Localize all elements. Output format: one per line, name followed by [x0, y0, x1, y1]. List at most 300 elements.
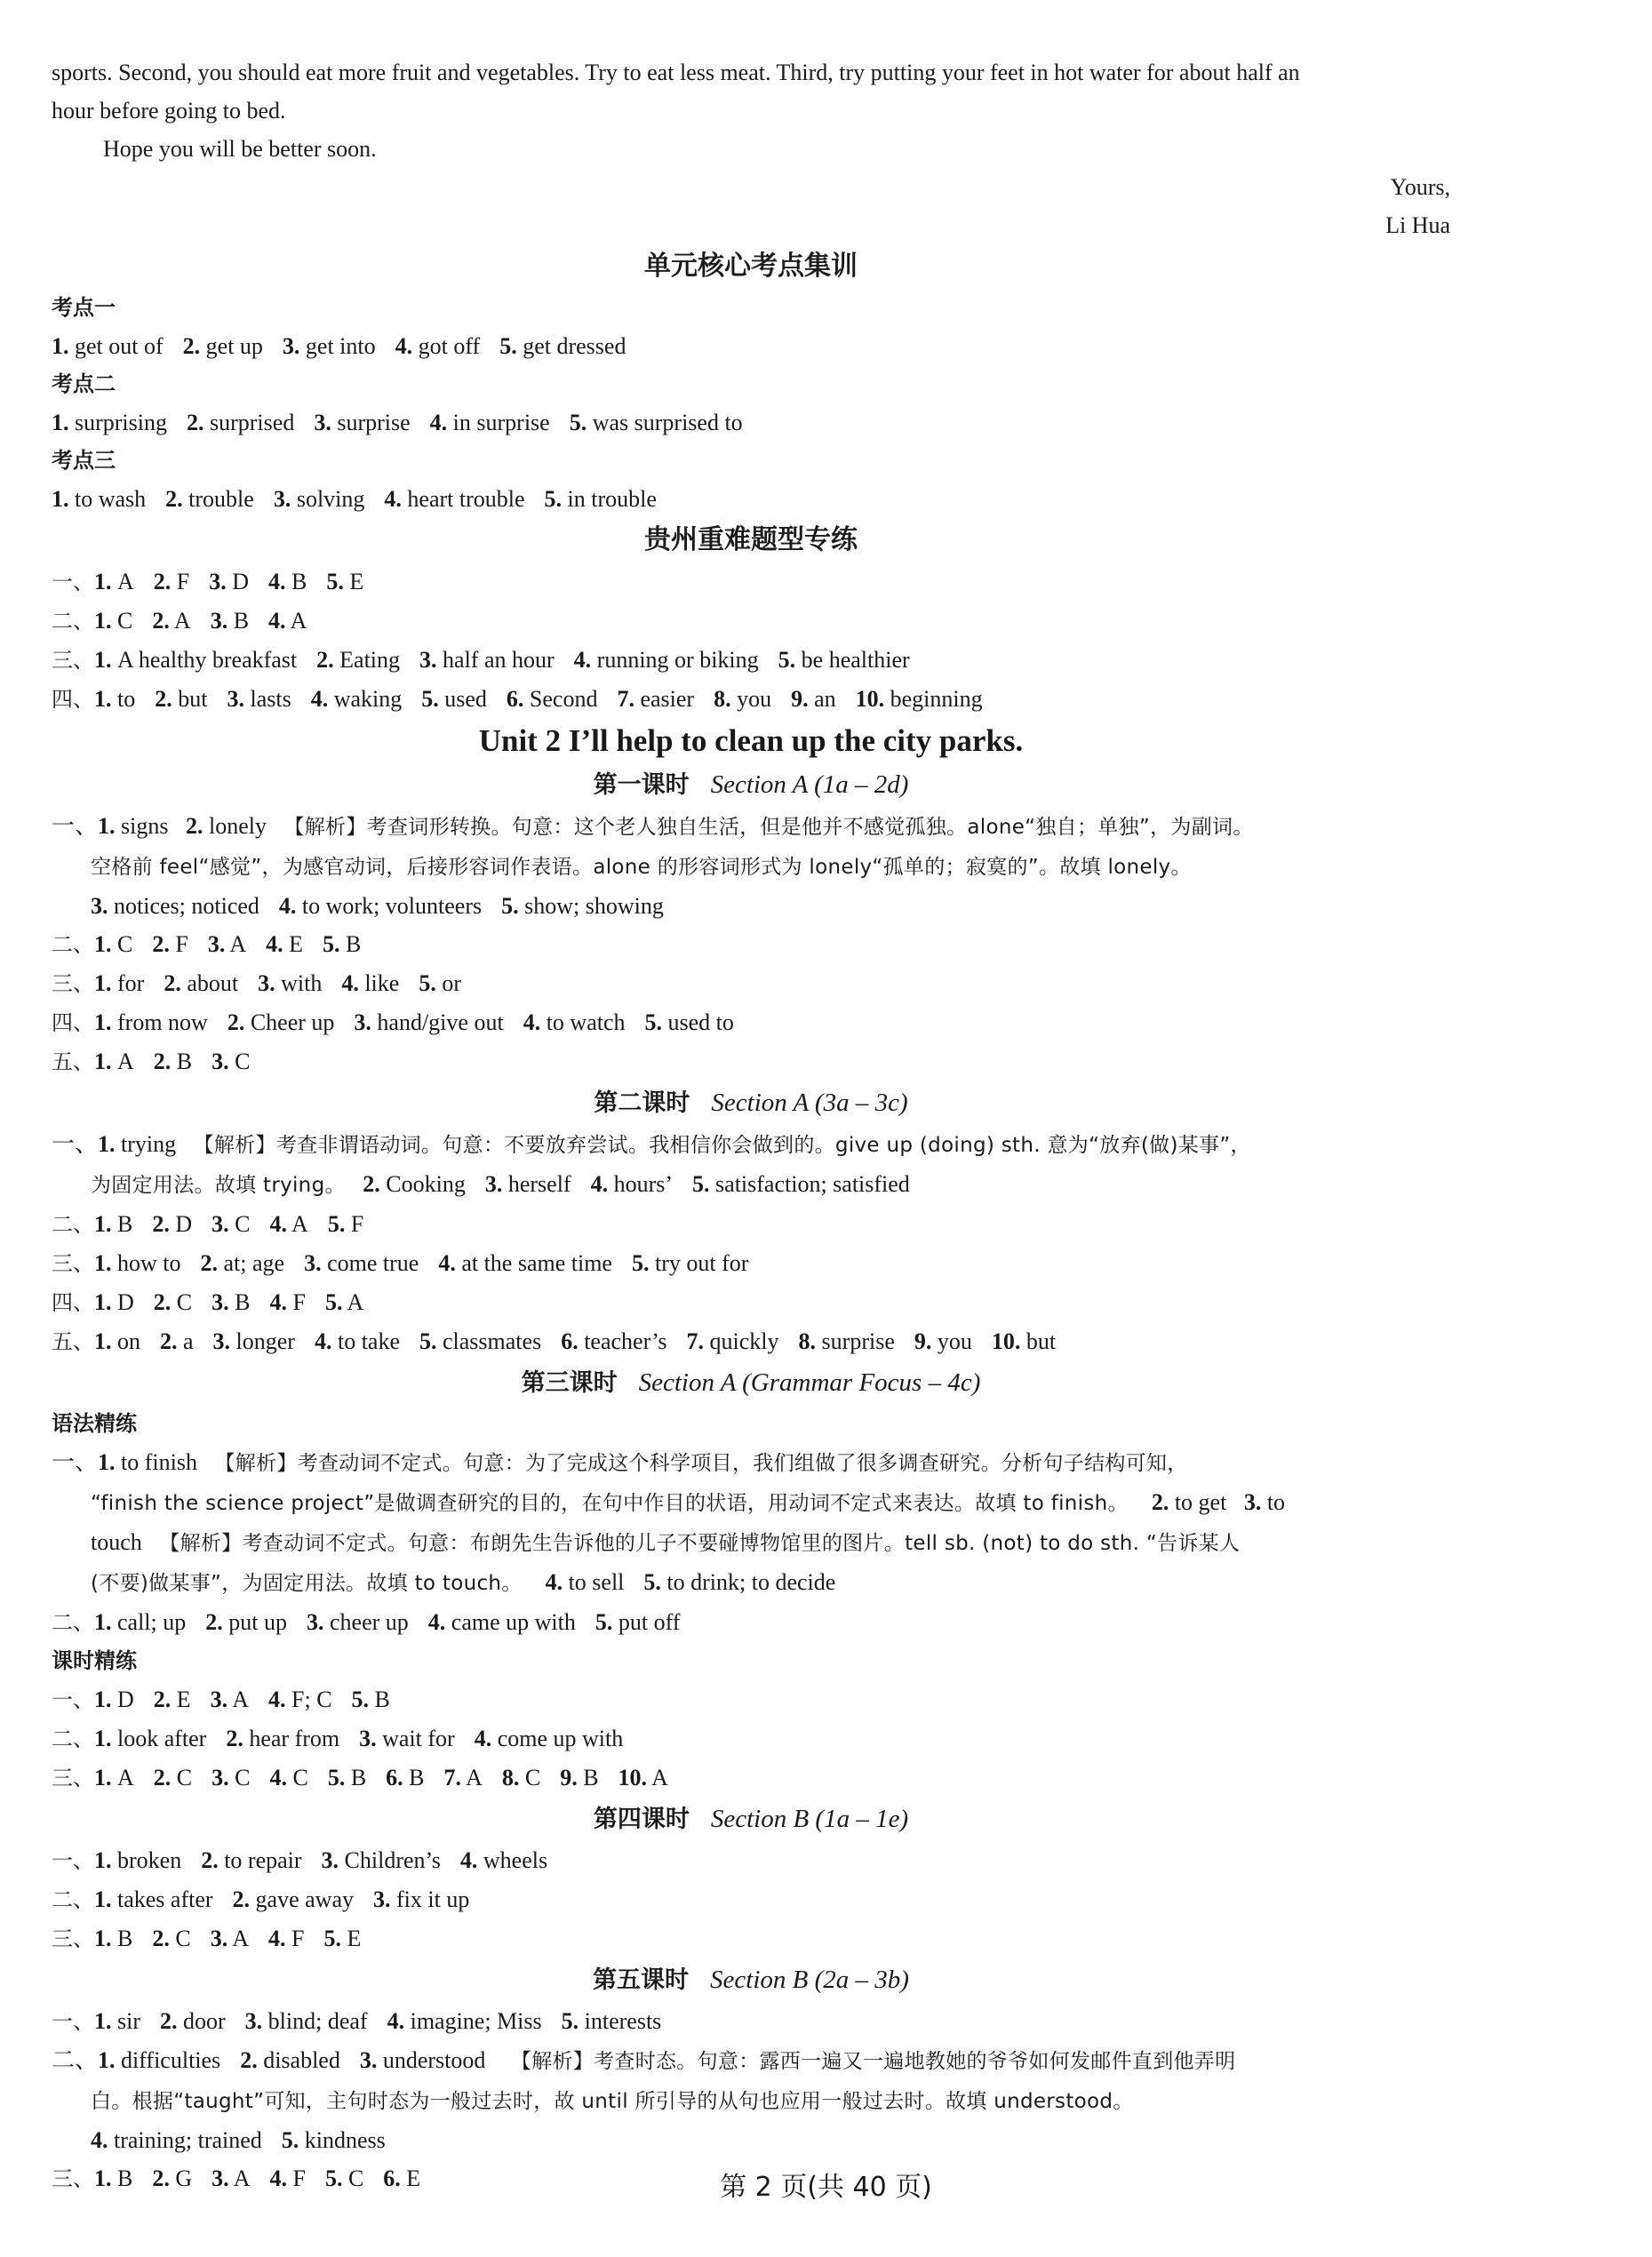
- q-num: 8.: [714, 686, 731, 712]
- answer: like: [358, 970, 400, 996]
- answer: Second: [523, 686, 598, 712]
- answer: hours’: [608, 1171, 674, 1197]
- answer-item: [395, 333, 481, 359]
- q-num: 7.: [617, 686, 634, 712]
- q-num: 5.: [419, 1328, 437, 1354]
- explanation: 白。根据“taught”可知，主句时态为一般过去时，故 until 所引导的从句也应用一般过去时。故填 understood。: [91, 2090, 1134, 2113]
- answer-row: [52, 562, 1450, 602]
- answer: call; up: [111, 1609, 187, 1635]
- explanation: “finish the science project”是做调查研究的目的，在句中作目的状语，用动词不定式来表达。故填 to finish。: [91, 1492, 1129, 1515]
- q-num: 10.: [855, 686, 885, 712]
- answer: A: [461, 1765, 483, 1790]
- explanation: 【解析】考查词形转换。句意：这个老人独自生活，但是他并不感觉孤独。alone“独自；单独”，为副词。: [283, 816, 1254, 839]
- answer: notices; noticed: [108, 893, 259, 919]
- answer: get up: [200, 333, 263, 359]
- answer-item: [94, 1250, 181, 1276]
- answer: C: [111, 931, 133, 957]
- answer-item: [856, 686, 983, 712]
- answer-item: [226, 1726, 339, 1751]
- q-num: 5.: [323, 1926, 341, 1951]
- q-num: 3.: [484, 1171, 503, 1197]
- answer: at the same time: [455, 1250, 612, 1276]
- q-num: 2.: [185, 813, 204, 839]
- answer: door: [177, 2008, 226, 2034]
- row-label: 一、: [52, 1449, 99, 1475]
- answer: C: [228, 1211, 251, 1237]
- answer-item: [314, 410, 410, 435]
- row-label: 一、: [52, 1687, 94, 1712]
- row-label: 二、: [52, 2047, 99, 2073]
- answer-item: [160, 2008, 226, 2034]
- answer-row: [52, 1322, 1450, 1361]
- q-num: 3.: [304, 1250, 322, 1276]
- answer-row: [52, 1880, 1450, 1919]
- row-label: 五、: [52, 1329, 94, 1354]
- answer-item: [545, 486, 657, 512]
- q-num: 8.: [798, 1328, 817, 1354]
- q-num: 4.: [573, 647, 592, 673]
- answer-item: [52, 410, 167, 435]
- answer-row: [52, 807, 1450, 847]
- answer: A: [225, 931, 247, 957]
- answer: lonely: [208, 813, 267, 839]
- answer: B: [339, 931, 362, 957]
- answer: B: [577, 1765, 599, 1790]
- answer-item: [211, 608, 249, 634]
- q-num: 2.: [363, 1171, 380, 1197]
- row-label: 二、: [52, 1887, 94, 1912]
- answer-item: [183, 333, 263, 359]
- q-num: 1.: [94, 1009, 112, 1035]
- q-num: 1.: [52, 333, 69, 359]
- answer-item: [94, 1289, 134, 1315]
- answer-item: [152, 931, 188, 957]
- answer: hear from: [243, 1726, 340, 1751]
- answer: A: [169, 608, 191, 634]
- answer: B: [111, 1211, 133, 1237]
- answer-row: [52, 964, 1450, 1003]
- answer: kindness: [299, 2127, 386, 2153]
- answer-item: [325, 1289, 363, 1315]
- answer-item: [307, 1609, 409, 1635]
- answer-item: [328, 1765, 366, 1790]
- answer-item: [268, 1687, 332, 1712]
- answer: on: [111, 1328, 140, 1354]
- q-num: 4.: [387, 2008, 405, 2034]
- answer-row: [52, 1680, 1450, 1719]
- q-num: 5.: [324, 1289, 343, 1315]
- answer: try out for: [649, 1250, 749, 1276]
- answer: B: [111, 1926, 133, 1951]
- q-num: 8.: [501, 1765, 520, 1790]
- answer: be healthier: [795, 647, 910, 673]
- answer: A: [227, 1926, 250, 1951]
- q-num: 3.: [211, 1049, 229, 1074]
- kaodian-label: 考点二: [52, 371, 116, 396]
- answer: come true: [321, 1250, 419, 1276]
- lesson-cn: 第三课时: [521, 1369, 618, 1397]
- answer-item: [94, 608, 132, 634]
- answer-item: [354, 1009, 503, 1035]
- q-num: 1.: [94, 1289, 112, 1315]
- lesson-en: Section B (2a – 3b): [710, 1966, 909, 1994]
- q-num: 5.: [561, 2008, 579, 2034]
- answer-item: [574, 647, 759, 673]
- answer: imagine; Miss: [404, 2008, 542, 2034]
- letter-line: Hope you will be better soon.: [103, 136, 377, 162]
- answer-item: [387, 2008, 542, 2034]
- answer: Cooking: [379, 1171, 466, 1197]
- answer-item: [154, 1049, 192, 1074]
- answer-item: [227, 1009, 335, 1035]
- answer-item: [91, 2127, 262, 2153]
- q-num: 2.: [316, 647, 334, 673]
- answer: for: [111, 970, 145, 996]
- answer: interests: [579, 2008, 662, 2034]
- q-num: 4.: [545, 1569, 563, 1595]
- answer-item: [591, 1171, 673, 1197]
- answer: heart trouble: [401, 486, 525, 512]
- q-num: 5.: [595, 1609, 613, 1635]
- q-num: 5.: [501, 893, 519, 919]
- answer-item: [316, 647, 400, 673]
- letter-line: sports. Second, you should eat more fruit and vegetables. Try to eat less meat. Third, try putting your feet in hot water for about half an: [52, 60, 1300, 85]
- answer-item: [201, 1250, 285, 1276]
- q-num: 2.: [152, 1211, 170, 1237]
- q-num: 2.: [182, 333, 201, 359]
- q-num: 3.: [211, 1211, 229, 1237]
- q-num: 1.: [98, 1131, 116, 1157]
- answer-item: [269, 1211, 307, 1237]
- q-num: 2.: [165, 486, 183, 512]
- letter-line: hour before going to bed.: [52, 98, 286, 124]
- answer-row: [52, 1523, 1450, 1563]
- answer: C: [169, 1926, 191, 1951]
- answer-item: [187, 410, 294, 435]
- q-num: 2.: [227, 1009, 245, 1035]
- answer: Children’s: [339, 1847, 441, 1873]
- answer: to finish: [121, 1449, 197, 1475]
- answer: B: [345, 1765, 367, 1790]
- answer: broken: [111, 1847, 182, 1873]
- answer: C: [171, 1289, 193, 1315]
- answer: fix it up: [390, 1886, 470, 1912]
- q-num: 5.: [324, 2165, 343, 2191]
- answer: gave away: [250, 1886, 354, 1912]
- q-num: 2.: [201, 1847, 219, 1873]
- answer: easier: [634, 686, 695, 712]
- answer: to watch: [540, 1009, 626, 1035]
- answer-item: [211, 1211, 250, 1237]
- answer-row: [52, 1283, 1450, 1322]
- answer: came up with: [445, 1609, 576, 1635]
- row-label: 四、: [52, 687, 94, 712]
- q-num: 3.: [210, 1926, 228, 1951]
- answer-item: [258, 970, 322, 996]
- answer-item: [94, 647, 297, 673]
- answer-item: [323, 931, 361, 957]
- explanation-line: [52, 847, 1450, 887]
- answer: training; trained: [108, 2127, 262, 2153]
- kaodian-label: 考点三: [52, 448, 116, 473]
- answer-item: [52, 486, 146, 512]
- q-num: 3.: [210, 1687, 228, 1712]
- answer-item: [152, 608, 190, 634]
- answer-item: [384, 486, 524, 512]
- answer: F: [286, 2165, 306, 2191]
- lesson-heading: [52, 1361, 1450, 1405]
- answer: A healthy breakfast: [111, 647, 298, 673]
- q-num: 4.: [269, 1765, 287, 1790]
- q-num: 1.: [94, 1250, 112, 1276]
- q-num: 4.: [384, 486, 402, 512]
- answer: wait for: [376, 1726, 455, 1751]
- q-num: 2.: [152, 2165, 170, 2191]
- answer: hand/give out: [371, 1009, 504, 1035]
- q-num: 4.: [269, 1211, 287, 1237]
- answer: E: [341, 1926, 362, 1951]
- q-num: 2.: [1151, 1489, 1169, 1515]
- answer: D: [226, 569, 250, 594]
- row-label: 四、: [52, 1290, 94, 1315]
- answer: difficulties: [115, 2047, 221, 2073]
- q-num: 3.: [209, 569, 227, 594]
- q-num: 2.: [160, 2008, 178, 2034]
- answer: takes after: [111, 1886, 213, 1912]
- answer-item: [363, 1171, 466, 1197]
- q-num: 4.: [268, 1687, 286, 1712]
- answer: F: [171, 569, 190, 594]
- q-num: 3.: [227, 686, 244, 712]
- answer-item: [485, 1171, 571, 1197]
- answer: got off: [412, 333, 481, 359]
- q-num: 2.: [240, 2047, 258, 2073]
- answer: longer: [230, 1328, 295, 1354]
- q-num: 2.: [187, 410, 204, 435]
- answer: B: [403, 1765, 425, 1790]
- answer: get out of: [68, 333, 164, 359]
- answer: but: [172, 686, 208, 712]
- answer: you: [730, 686, 772, 712]
- answer: C: [286, 1765, 308, 1790]
- answer-list: [546, 1569, 856, 1595]
- answer-row: [52, 1919, 1450, 1958]
- q-num: 1.: [52, 486, 69, 512]
- answer: satisfaction; satisfied: [709, 1171, 910, 1197]
- answer: surprised: [204, 410, 295, 435]
- answer-item: [94, 970, 144, 996]
- answer-item: [154, 1289, 192, 1315]
- q-num: 5.: [327, 1765, 346, 1790]
- answer-item: [164, 970, 238, 996]
- answer: in surprise: [447, 410, 550, 435]
- q-num: 5.: [569, 410, 587, 435]
- q-num: 2.: [152, 608, 170, 634]
- answer-item: [419, 970, 461, 996]
- answer-item: [94, 931, 132, 957]
- q-num: 1.: [94, 1926, 112, 1951]
- q-num: 1.: [98, 2047, 116, 2073]
- answer-item: [386, 1765, 424, 1790]
- answer: understood: [377, 2047, 486, 2073]
- answer-item: [791, 686, 836, 712]
- answer-row: [52, 2041, 1450, 2081]
- answer-item: [421, 686, 487, 712]
- answer: beginning: [884, 686, 983, 712]
- answer-item: [282, 2127, 386, 2153]
- answer: signs: [121, 813, 169, 839]
- answer-list: [52, 2047, 505, 2073]
- q-num: 2.: [160, 1328, 178, 1354]
- answer: C: [519, 1765, 541, 1790]
- answer-item: [240, 2047, 340, 2073]
- page-footer: 第 2 页(共 40 页): [720, 2172, 932, 2203]
- answer-row: [52, 1759, 1450, 1798]
- q-num: 1.: [94, 1211, 112, 1237]
- answer-item: [94, 1687, 134, 1712]
- answer-item: [502, 1765, 540, 1790]
- answer: used: [438, 686, 487, 712]
- answer: C: [171, 1765, 193, 1790]
- answer: A: [342, 1289, 364, 1315]
- q-num: 2.: [232, 1886, 251, 1912]
- q-num: 1.: [94, 2165, 112, 2191]
- lesson-cn: 第五课时: [593, 1966, 690, 1994]
- answer: put up: [222, 1609, 287, 1635]
- q-num: 4.: [341, 970, 359, 996]
- answer: F; C: [285, 1687, 332, 1712]
- answer-item: [94, 686, 135, 712]
- letter-signature: Li Hua: [1385, 212, 1450, 238]
- answer-item: [687, 1328, 779, 1354]
- q-num: 2.: [200, 1250, 218, 1276]
- q-num: 2.: [164, 970, 181, 996]
- q-num: 3.: [244, 2008, 263, 2034]
- q-num: 1.: [52, 410, 69, 435]
- answer-item: [233, 1886, 354, 1912]
- q-num: 4.: [314, 1328, 332, 1354]
- answer-row: [52, 1165, 1450, 1205]
- answer-item: [799, 1328, 895, 1354]
- lesson-en: Section A (Grammar Focus – 4c): [638, 1368, 981, 1397]
- q-num: 4.: [310, 686, 329, 712]
- answer: trouble: [182, 486, 254, 512]
- answer: F: [345, 1211, 364, 1237]
- answer-row: [52, 2002, 1450, 2041]
- answer-item: [373, 1886, 469, 1912]
- answer: C: [342, 2165, 364, 2191]
- lesson-cn: 第二课时: [594, 1089, 690, 1117]
- answer-item: [94, 2008, 140, 2034]
- lesson-en: Section A (3a – 3c): [711, 1089, 908, 1117]
- q-num: 2.: [152, 931, 170, 957]
- answer-item: [160, 1328, 194, 1354]
- answer: teacher’s: [578, 1328, 667, 1354]
- answer-item: [213, 1328, 295, 1354]
- q-num: 4.: [590, 1171, 609, 1197]
- q-num: 5.: [631, 1250, 650, 1276]
- answer: in trouble: [562, 486, 657, 512]
- q-num: 4.: [269, 2165, 287, 2191]
- q-num: 1.: [94, 1847, 112, 1873]
- answer-item: [269, 1289, 305, 1315]
- lesson-en: Section A (1a – 2d): [710, 770, 909, 799]
- q-num: 1.: [94, 608, 112, 634]
- answer: to get: [1174, 1489, 1227, 1515]
- q-num: 7.: [686, 1328, 705, 1354]
- q-num: 4.: [266, 931, 283, 957]
- answer-item: [304, 1250, 419, 1276]
- q-num: 1.: [94, 1687, 112, 1712]
- section-heading: 单元核心考点集训: [644, 251, 858, 282]
- answer: D: [169, 1211, 193, 1237]
- answer-item: [430, 410, 550, 435]
- q-num: 4.: [438, 1250, 456, 1276]
- answer-row: [52, 1205, 1450, 1244]
- q-num: 1.: [94, 1049, 112, 1074]
- answer: trying: [121, 1131, 177, 1157]
- answer: to drink; to decide: [660, 1569, 836, 1595]
- answer-item: [94, 1886, 213, 1912]
- q-num: 3.: [211, 2165, 229, 2191]
- answer-item: [152, 1211, 192, 1237]
- q-num: 4.: [268, 608, 286, 634]
- q-num: 3.: [207, 931, 226, 957]
- answer: touch: [91, 1529, 142, 1555]
- q-num: 4.: [269, 1289, 287, 1315]
- answer-row: [52, 1483, 1450, 1523]
- q-num: 2.: [153, 1687, 172, 1712]
- answer-item: [326, 569, 363, 594]
- q-num: 2.: [153, 569, 172, 594]
- answer-item: [523, 1009, 626, 1035]
- answer: A: [227, 1687, 250, 1712]
- answer-item: [268, 608, 307, 634]
- answer-item: [94, 1926, 132, 1951]
- q-num: 3.: [212, 1328, 231, 1354]
- answer-row: [52, 1125, 1450, 1165]
- answer-row: [52, 1603, 1450, 1642]
- answer-item: [94, 1847, 181, 1873]
- q-num: 5.: [326, 569, 344, 594]
- row-label: 二、: [52, 1727, 94, 1751]
- lesson-heading: [52, 1958, 1450, 2002]
- answer-item: [322, 1847, 441, 1873]
- answer-item: [324, 1926, 362, 1951]
- answer: or: [435, 970, 461, 996]
- answer: B: [228, 1289, 251, 1315]
- row-label: 二、: [52, 932, 94, 957]
- explanation: 空格前 feel“感觉”，为感官动词，后接形容词作表语。alone 的形容词形式为 lonely“孤单的；寂寞的”。故填 lonely。: [91, 856, 1192, 879]
- answer: C: [228, 1765, 251, 1790]
- q-num: 1.: [94, 569, 112, 594]
- answer-item: [268, 569, 307, 594]
- answer-item: [328, 1211, 363, 1237]
- answer: A: [111, 569, 134, 594]
- answer: A: [647, 1765, 668, 1790]
- q-num: 3.: [359, 2047, 378, 2073]
- q-num: 3.: [307, 1609, 324, 1635]
- answer: quickly: [704, 1328, 779, 1354]
- answer-item: [274, 486, 365, 512]
- explanation: 【解析】考查动词不定式。句意：为了完成这个科学项目，我们组做了很多调查研究。分析句子结构可知，: [214, 1452, 1188, 1475]
- answer-item: [205, 1609, 287, 1635]
- answer-item: [227, 686, 291, 712]
- q-num: 2.: [153, 1049, 172, 1074]
- q-num: 3.: [211, 1289, 229, 1315]
- answer: A: [111, 1049, 134, 1074]
- answer-item: [211, 1289, 250, 1315]
